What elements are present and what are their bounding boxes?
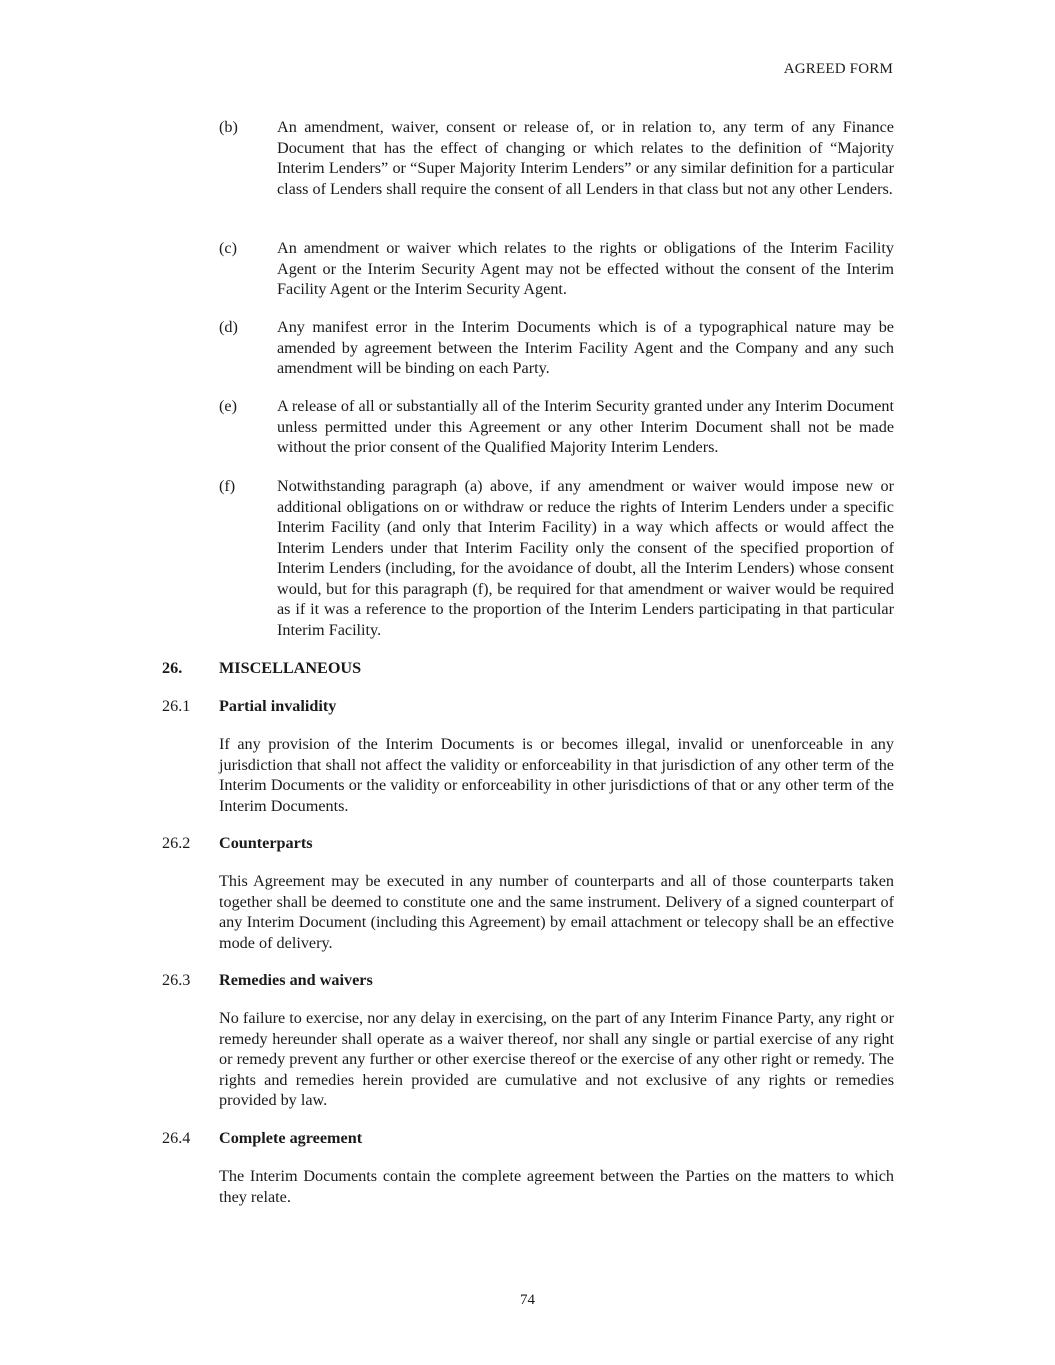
- paragraph-text: An amendment, waiver, consent or release of, or in relation to, any term of any Finance Document that has the effect of changing or which relates to the definition of “Majority Interim Lenders” or “Super Majority Interim Lenders” or any similar definition for a particular class of Lenders shall require the consent of all Lenders in that class but not any other Lenders.: [277, 118, 894, 198]
- paragraph-c: [219, 238, 894, 300]
- paragraph-b: [219, 117, 894, 199]
- paragraph-label: (c): [219, 239, 237, 257]
- subsection-body-26-4: The Interim Documents contain the complete agreement between the Parties on the matters to which they relate.: [219, 1167, 894, 1206]
- subsection-heading-26-2: [162, 833, 313, 854]
- subsection-heading-26-4: [162, 1128, 362, 1149]
- section-number: 26.: [162, 659, 183, 677]
- subsection-heading-26-3: [162, 970, 373, 991]
- subsection-title: Counterparts: [219, 834, 313, 852]
- subsection-body-26-1: If any provision of the Interim Documents is or becomes illegal, invalid or unenforceable in any jurisdiction that shall not affect the validity or enforceability in that jurisdiction of any other term of the Interim Documents or the validity or enforceability in other jurisdictions of that or any other term of the Interim Documents.: [219, 735, 894, 815]
- paragraph-d: [219, 317, 894, 379]
- subsection-number: 26.4: [162, 1129, 191, 1147]
- subsection-body-26-2: This Agreement may be executed in any number of counterparts and all of those counterparts taken together shall be deemed to constitute one and the same instrument. Delivery of a signed counterpart of any Interim Document (including this Agreement) by email attachment or telecopy shall be an effective mode of delivery.: [219, 872, 894, 952]
- subsection-number: 26.1: [162, 697, 191, 715]
- paragraph-text: Notwithstanding paragraph (a) above, if any amendment or waiver would impose new or additional obligations on or withdraw or reduce the rights of Interim Lenders under a specific Interim Facility (and only that Interim Facility) in a way which affects or would affect the Interim Lenders under that Interim Facility only the consent of the specified proportion of Interim Lenders (including, for the avoidance of doubt, all the Interim Lenders) whose consent would, but for this paragraph (f), be required for that amendment or waiver would be required as if it was a reference to the proportion of the Interim Lenders participating in that particular Interim Facility.: [277, 477, 894, 639]
- section-title: MISCELLANEOUS: [219, 659, 362, 677]
- paragraph-text: Any manifest error in the Interim Documents which is of a typographical nature may be amended by agreement between the Interim Facility Agent and the Company and any such amendment will be binding on each Party.: [277, 318, 894, 377]
- section-heading: [162, 658, 361, 679]
- subsection-body-26-3: No failure to exercise, nor any delay in exercising, on the part of any Interim Finance Party, any right or remedy hereunder shall operate as a waiver thereof, nor shall any single or partial exercise of any right or remedy prevent any further or other exercise thereof or the exercise of any other right or remedy. The rights and remedies herein provided are cumulative and not exclusive of any rights or remedies provided by law.: [219, 1009, 894, 1109]
- paragraph-f: [219, 476, 894, 640]
- paragraph-label: (b): [219, 118, 238, 136]
- paragraph-text: A release of all or substantially all of the Interim Security granted under any Interim Document unless permitted under this Agreement or any other Interim Document shall not be made without the prior consent of the Qualified Majority Interim Lenders.: [277, 397, 894, 456]
- paragraph-e: [219, 396, 894, 458]
- subsection-heading-26-1: [162, 696, 336, 717]
- subsection-title: Complete agreement: [219, 1129, 363, 1147]
- page-number: 74: [520, 1292, 535, 1308]
- subsection-number: 26.2: [162, 834, 191, 852]
- subsection-title: Partial invalidity: [219, 697, 337, 715]
- subsection-title: Remedies and waivers: [219, 971, 373, 989]
- paragraph-label: (d): [219, 318, 238, 336]
- paragraph-text: An amendment or waiver which relates to the rights or obligations of the Interim Facility Agent or the Interim Security Agent may not be effected without the consent of the Interim Facility Agent or the Interim Security Agent.: [277, 239, 894, 298]
- header-label: AGREED FORM: [783, 61, 893, 77]
- subsection-number: 26.3: [162, 971, 191, 989]
- paragraph-label: (f): [219, 477, 236, 495]
- paragraph-label: (e): [219, 397, 237, 415]
